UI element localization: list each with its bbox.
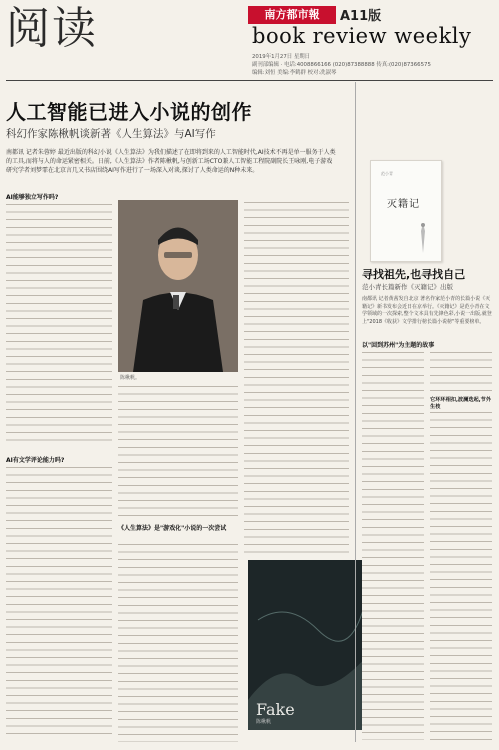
cover-title: 灭籍记: [387, 199, 420, 210]
article-column-1: [6, 202, 112, 452]
article-column-2b: [118, 542, 238, 742]
author-photo: [118, 200, 238, 372]
article-subhead: 科幻作家陈楸帆谈新著《人生算法》与AI写作: [6, 128, 216, 140]
section-heading-ai-critique: AI有文学评论能力吗?: [6, 457, 65, 464]
date-line: 2019年1月27日 星期日: [252, 54, 311, 60]
sidebar-lead: 南都讯 记者黄茜发自北京 著名作家范小青的长篇小说《灭籍记》新书发布会近日在京举行。《灭籍记》是范小青在文学领域的一次探索,整个文本具有先锋色彩,小说一出版,就登上"2018《收获》文学排行榜长篇小说榜"等重要榜单。: [362, 296, 492, 325]
column-divider: [355, 82, 356, 742]
section-heading-gamified: 《人生算法》是"游戏化"小说的一次尝试: [118, 525, 227, 532]
article-lead: 南都讯 记者朱蓉婷 最近出版的科幻小说《人生算法》为我们描述了在即将到来的人工智能时代,AI技术不再是单一服务于人类的工具,而将与人的命运紧密相关。日前,《人生算法》作者陈楸帆,与创新工场CTO兼人工智能工程院副院长王咏刚,电子游戏研究学者刘梦霏在北京言几又书店围绕AI写作进行了一场深入对谈,探讨了人类命运的N种未来。: [6, 149, 336, 174]
article-column-3: [244, 200, 349, 555]
cover-figure-icon: [411, 221, 435, 255]
cover-author: 范小青: [381, 171, 393, 176]
sidebar-column-2a: [430, 350, 492, 392]
book-cover-image: [248, 560, 368, 730]
sidebar-headline: 寻找祖先,也寻找自己: [362, 268, 466, 281]
sidebar-subhead: 范小青长篇新作《灭籍记》出版: [362, 283, 453, 291]
section-heading-ai-writing: AI能够独立写作吗?: [6, 194, 59, 201]
sidebar-column-2b: [430, 410, 492, 740]
sidebar-column-1: [362, 350, 424, 740]
sidebar-section-heading-2: 它环环相扣,波澜迭起,节外生枝: [430, 397, 492, 410]
book-cover-title: Fake: [256, 700, 295, 719]
section-number: A11版: [340, 9, 382, 24]
editor-line: 副刊部编辑 · 电话:4008866166 (020)87388888 传真:(020)87366575: [252, 62, 431, 68]
photo-caption: 陈楸帆。: [120, 375, 141, 381]
article-column-1b: [6, 465, 112, 740]
section-title: 阅读: [6, 3, 98, 54]
book-cover-author: 陈楸帆: [256, 719, 272, 725]
staff-line: 编辑:刘恒 美编:李鹤群 校对:冼淑琴: [252, 70, 337, 76]
sidebar-section-heading-1: 以"回到苏州"为主题的故事: [362, 342, 435, 349]
sidebar-book-cover: [370, 160, 442, 262]
article-column-2: [118, 384, 238, 519]
newspaper-logo: 南方都市報: [248, 6, 336, 24]
article-headline: 人工智能已进入小说的创作: [6, 100, 252, 124]
header-divider: [6, 80, 493, 81]
weekly-title: book review weekly: [252, 24, 472, 48]
